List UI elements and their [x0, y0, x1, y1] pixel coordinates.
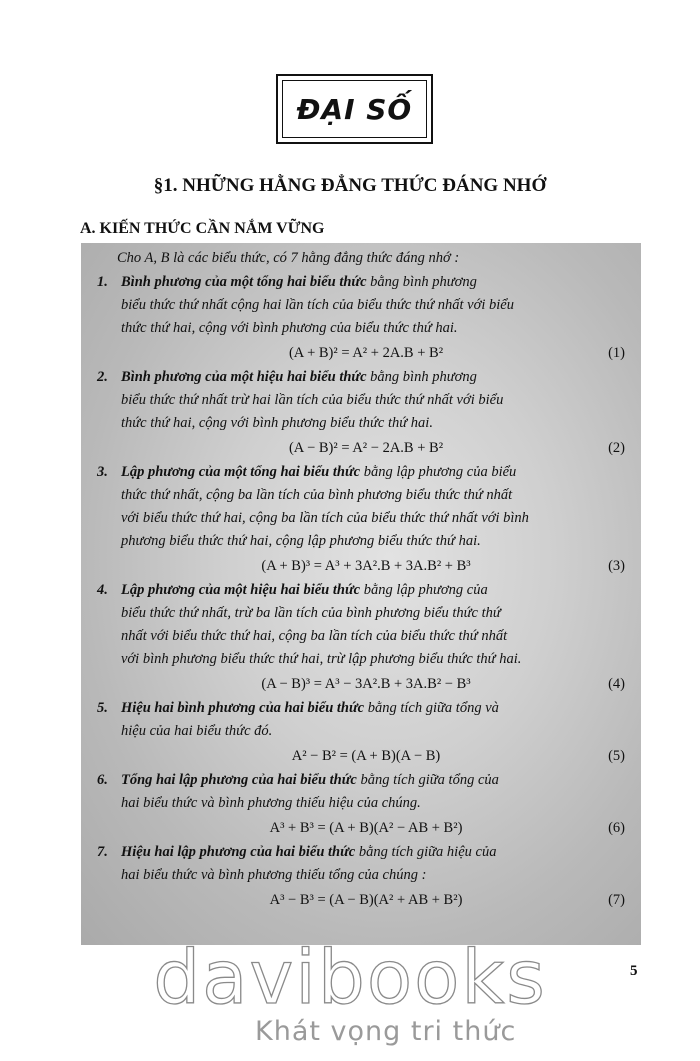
- identity-text-line: nhất với biểu thức thứ hai, cộng ba lần tích của biểu thức thứ nhất: [121, 628, 508, 644]
- formula-label: (1): [608, 345, 625, 361]
- identity-text-line: thức thứ nhất, cộng ba lần tích của bình phương biểu thức thứ nhất: [121, 487, 513, 503]
- identity-text: bằng tích giữa tổng và: [364, 700, 499, 716]
- page-number: 5: [630, 963, 638, 979]
- formula: A² − B² = (A + B)(A − B): [291, 748, 441, 764]
- identity-text-line: hiệu của hai biểu thức đó.: [121, 723, 273, 739]
- formula-label: (7): [608, 892, 625, 908]
- section-title: §1. NHỮNG HẰNG ĐẲNG THỨC ĐÁNG NHỚ: [153, 175, 547, 196]
- identity-number: 4.: [97, 582, 108, 598]
- identity-number: 7.: [97, 844, 108, 860]
- identity-item: [97, 841, 635, 913]
- identity-name: Hiệu hai bình phương của hai biểu thức: [121, 700, 365, 716]
- identity-line: [121, 697, 635, 720]
- identity-first-line: [97, 841, 635, 864]
- identity-line: [121, 366, 635, 389]
- identity-name: Hiệu hai lập phương của hai biểu thức: [121, 844, 356, 860]
- identity-item: [97, 579, 635, 697]
- identity-text: bằng bình phương: [366, 369, 477, 385]
- formula: A³ − B³ = (A − B)(A² + AB + B²): [269, 892, 463, 908]
- identity-text-line: hai biểu thức và bình phương thiếu tổng của chúng :: [121, 867, 427, 883]
- formula-row: [97, 340, 635, 366]
- formula: A³ + B³ = (A + B)(A² − AB + B²): [269, 820, 463, 836]
- formula: (A + B)² = A² + 2A.B + B²: [288, 345, 444, 361]
- identity-first-line: [97, 366, 635, 389]
- identity-text-line: phương biểu thức thứ hai, cộng lập phương biểu thức thứ hai.: [121, 533, 481, 549]
- identity-text-line: hai biểu thức và bình phương thiếu hiệu của chúng.: [121, 795, 421, 811]
- identity-name: Lập phương của một tổng hai biểu thức: [121, 464, 361, 480]
- identity-text: bằng lập phương của: [360, 582, 488, 598]
- formula-row: [97, 553, 635, 579]
- identity-first-line: [97, 697, 635, 720]
- identity-text-line: biểu thức thứ nhất cộng hai lần tích của biểu thức thứ nhất với biểu: [121, 297, 514, 313]
- identity-first-line: [97, 271, 635, 294]
- watermark-logo: davibooks: [153, 935, 547, 1021]
- identity-name: Bình phương của một hiệu hai biểu thức: [121, 369, 367, 385]
- formula-label: (6): [608, 820, 625, 836]
- identity-text-line: thức thứ hai, cộng với bình phương biểu thức thứ hai.: [121, 415, 433, 431]
- identity-item: [97, 697, 635, 769]
- identity-item: [97, 461, 635, 579]
- identity-first-line: [97, 461, 635, 484]
- identity-line: [121, 841, 635, 864]
- formula-row: [97, 435, 635, 461]
- identity-number: 1.: [97, 274, 108, 290]
- formula: (A − B)³ = A³ − 3A².B + 3A.B² − B³: [261, 676, 471, 692]
- identity-item: [97, 769, 635, 841]
- formula: (A − B)² = A² − 2A.B + B²: [288, 440, 444, 456]
- identity-first-line: [97, 769, 635, 792]
- identity-text-line: biểu thức thứ nhất, trừ ba lần tích của bình phương biểu thức thứ: [121, 605, 501, 621]
- sub-heading: A. KIẾN THỨC CẦN NẮM VỮNG: [80, 220, 325, 237]
- identity-line: [121, 461, 635, 484]
- identities-list: [97, 271, 635, 913]
- identity-name: Bình phương của một tổng hai biểu thức: [121, 274, 367, 290]
- identity-number: 5.: [97, 700, 108, 716]
- identity-text-line: thức thứ hai, cộng với bình phương của biểu thức thứ hai.: [121, 320, 458, 336]
- formula-row: [97, 671, 635, 697]
- formula-label: (5): [608, 748, 625, 764]
- formula: (A + B)³ = A³ + 3A².B + 3A.B² + B³: [261, 558, 471, 574]
- watermark-tagline: Khát vọng tri thức: [255, 1016, 517, 1047]
- formula-row: [97, 887, 635, 913]
- identity-text: bằng lập phương của biểu: [360, 464, 517, 480]
- identity-name: Tổng hai lập phương của hai biểu thức: [121, 772, 357, 788]
- identity-text-line: biểu thức thứ nhất trừ hai lần tích của biểu thức thứ nhất với biểu: [121, 392, 504, 408]
- identities-box: [81, 243, 641, 945]
- identity-text: bằng tích giữa tổng của: [356, 772, 499, 788]
- identity-number: 6.: [97, 772, 108, 788]
- identity-text: bằng tích giữa hiệu của: [355, 844, 497, 860]
- identity-text: bằng bình phương: [366, 274, 477, 290]
- intro-text: Cho A, B là các biểu thức, có 7 hằng đẳng thức đáng nhớ :: [117, 250, 460, 266]
- identity-item: [97, 271, 635, 366]
- identity-number: 2.: [97, 369, 108, 385]
- chapter-title: ĐẠI SỐ: [282, 80, 427, 138]
- chapter-title-box: [276, 74, 433, 144]
- identity-name: Lập phương của một hiệu hai biểu thức: [121, 582, 361, 598]
- formula-label: (3): [608, 558, 625, 574]
- formula-row: [97, 743, 635, 769]
- identity-line: [121, 769, 635, 792]
- formula-label: (4): [608, 676, 625, 692]
- identity-text-line: với biểu thức thứ hai, cộng ba lần tích của biểu thức thứ nhất với bình: [121, 510, 529, 526]
- formula-label: (2): [608, 440, 625, 456]
- identity-first-line: [97, 579, 635, 602]
- identity-line: [121, 271, 635, 294]
- identity-item: [97, 366, 635, 461]
- identity-text-line: với bình phương biểu thức thứ hai, trừ lập phương biểu thức thứ hai.: [121, 651, 522, 667]
- identity-line: [121, 579, 635, 602]
- identity-number: 3.: [97, 464, 108, 480]
- formula-row: [97, 815, 635, 841]
